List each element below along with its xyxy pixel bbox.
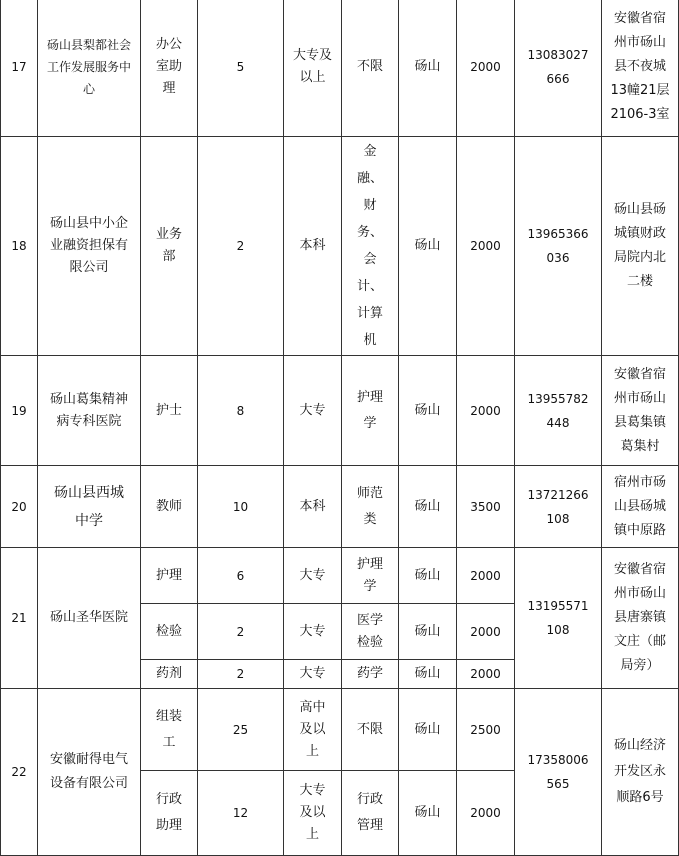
- company-name: 砀山圣华医院: [38, 548, 141, 689]
- table-row: [1, 356, 679, 466]
- address: 安徽省宿 州市砀山 县葛集镇 葛集村: [602, 356, 679, 466]
- contact-phone: 13721266 108: [515, 466, 602, 548]
- table-row: [1, 689, 679, 771]
- position-title: 检验: [141, 604, 198, 660]
- headcount: 5: [198, 0, 284, 137]
- headcount: 25: [198, 689, 284, 771]
- headcount: 2: [198, 604, 284, 660]
- position-title: 教师: [141, 466, 198, 548]
- position-title: 药剂: [141, 660, 198, 689]
- address: 砀山县砀 城镇财政 局院内北 二楼: [602, 137, 679, 356]
- table-row: [1, 137, 679, 356]
- major-requirement: 护理 学: [342, 548, 399, 604]
- company-name: 安徽耐得电气 设备有限公司: [38, 689, 141, 856]
- contact-phone: 13965366 036: [515, 137, 602, 356]
- education-requirement: 大专: [284, 604, 342, 660]
- salary: 2000: [457, 548, 515, 604]
- education-requirement: 大专 及以 上: [284, 771, 342, 856]
- position-title: 护理: [141, 548, 198, 604]
- position-title: 组装 工: [141, 689, 198, 771]
- headcount: 6: [198, 548, 284, 604]
- table-row: [1, 0, 679, 137]
- work-location: 砀山: [399, 604, 457, 660]
- major-requirement: 行政 管理: [342, 771, 399, 856]
- major-requirement: 金 融、 财 务、 会 计、 计算 机: [342, 137, 399, 356]
- major-requirement: 不限: [342, 0, 399, 137]
- row-index: 20: [1, 466, 38, 548]
- work-location: 砀山: [399, 689, 457, 771]
- salary: 2000: [457, 771, 515, 856]
- headcount: 2: [198, 660, 284, 689]
- education-requirement: 大专及 以上: [284, 0, 342, 137]
- salary: 2000: [457, 0, 515, 137]
- table-row: [1, 548, 679, 604]
- work-location: 砀山: [399, 137, 457, 356]
- company-name: 砀山县梨都社会 工作发展服务中 心: [38, 0, 141, 137]
- contact-phone: 13955782 448: [515, 356, 602, 466]
- education-requirement: 大专: [284, 660, 342, 689]
- education-requirement: 高中 及以 上: [284, 689, 342, 771]
- education-requirement: 本科: [284, 466, 342, 548]
- major-requirement: 不限: [342, 689, 399, 771]
- table-row: [1, 466, 679, 548]
- contact-phone: 13083027 666: [515, 0, 602, 137]
- major-requirement: 医学 检验: [342, 604, 399, 660]
- company-name: 砀山葛集精神 病专科医院: [38, 356, 141, 466]
- major-requirement: 药学: [342, 660, 399, 689]
- salary: 2500: [457, 689, 515, 771]
- contact-phone: 17358006 565: [515, 689, 602, 856]
- salary: 2000: [457, 660, 515, 689]
- education-requirement: 大专: [284, 548, 342, 604]
- address: 安徽省宿 州市砀山 县唐寨镇 文庄（邮 局旁）: [602, 548, 679, 689]
- education-requirement: 大专: [284, 356, 342, 466]
- salary: 2000: [457, 604, 515, 660]
- row-index: 22: [1, 689, 38, 856]
- row-index: 19: [1, 356, 38, 466]
- address: 宿州市砀 山县砀城 镇中原路: [602, 466, 679, 548]
- work-location: 砀山: [399, 660, 457, 689]
- salary: 3500: [457, 466, 515, 548]
- position-title: 行政 助理: [141, 771, 198, 856]
- work-location: 砀山: [399, 356, 457, 466]
- work-location: 砀山: [399, 0, 457, 137]
- position-title: 办公 室助 理: [141, 0, 198, 137]
- headcount: 12: [198, 771, 284, 856]
- company-name: 砀山县中小企 业融资担保有 限公司: [38, 137, 141, 356]
- work-location: 砀山: [399, 548, 457, 604]
- headcount: 8: [198, 356, 284, 466]
- major-requirement: 护理 学: [342, 356, 399, 466]
- address: 砀山经济 开发区永 顺路6号: [602, 689, 679, 856]
- work-location: 砀山: [399, 771, 457, 856]
- position-title: 护士: [141, 356, 198, 466]
- work-location: 砀山: [399, 466, 457, 548]
- address: 安徽省宿 州市砀山 县不夜城 13幢21层 2106-3室: [602, 0, 679, 137]
- contact-phone: 13195571 108: [515, 548, 602, 689]
- headcount: 2: [198, 137, 284, 356]
- position-title: 业务 部: [141, 137, 198, 356]
- company-name: 砀山县西城 中学: [38, 466, 141, 548]
- row-index: 17: [1, 0, 38, 137]
- row-index: 21: [1, 548, 38, 689]
- salary: 2000: [457, 356, 515, 466]
- major-requirement: 师范 类: [342, 466, 399, 548]
- headcount: 10: [198, 466, 284, 548]
- education-requirement: 本科: [284, 137, 342, 356]
- salary: 2000: [457, 137, 515, 356]
- row-index: 18: [1, 137, 38, 356]
